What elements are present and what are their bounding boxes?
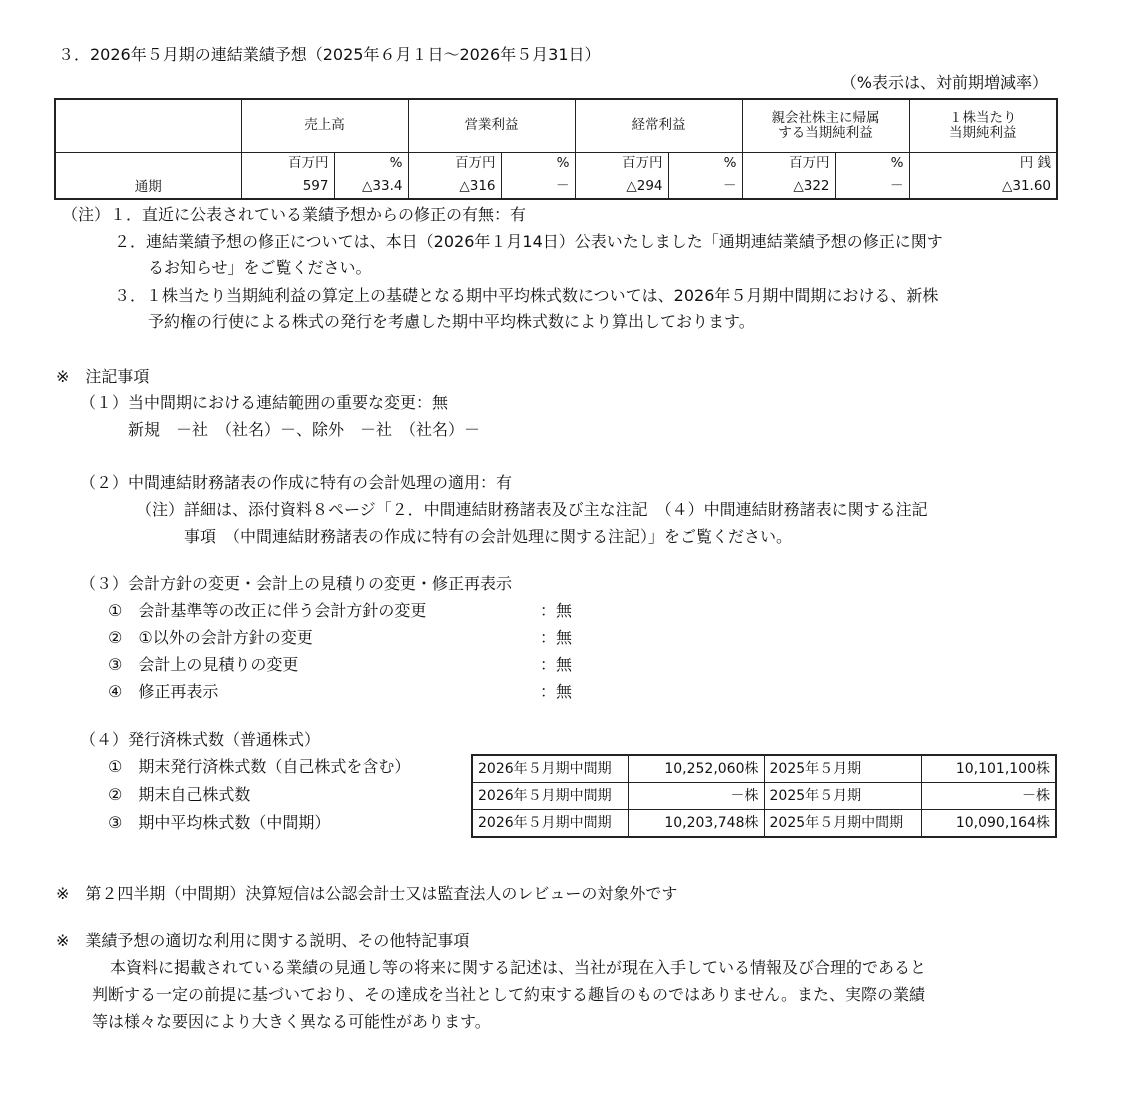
header-net-profit: 親会社株主に帰属 する当期純利益 (742, 99, 909, 152)
shares-value: －株 (628, 783, 764, 810)
shares-value: －株 (921, 783, 1056, 810)
value-cell: － (835, 175, 909, 199)
value-cell: △322 (742, 175, 835, 199)
remark-3-value: ：無 (540, 682, 573, 701)
remark-3-item: ① 会計基準等の改正に伴う会計方針の変更 (108, 601, 427, 620)
note-3: ３．１株当たり当期純利益の算定上の基礎となる期中平均株式数については、2026年５月期中間期における、新株 (114, 286, 939, 305)
unit: % (501, 152, 575, 175)
shares-row (472, 755, 1056, 783)
row-label: 通期 (55, 152, 241, 199)
remark-3-item: ④ 修正再表示 (108, 682, 219, 701)
remark-3-item: ② ①以外の会計方針の変更 (108, 628, 313, 647)
shares-label: ② 期末自己株式数 (108, 785, 251, 804)
value-cell: △33.4 (334, 175, 408, 199)
note-1: （注）１．直近に公表されている業績予想からの修正の有無：有 (62, 205, 527, 224)
unit: 円 銭 (909, 152, 1057, 175)
unit: % (835, 152, 909, 175)
percent-note: （%表示は、対前期増減率） (840, 73, 1048, 92)
remark-3-item: ③ 会計上の見積りの変更 (108, 655, 299, 674)
remark-2-note-cont: 事項 （中間連結財務諸表の作成に特有の会計処理に関する注記）」をご覧ください。 (184, 527, 793, 546)
period: 2025年５月期中間期 (764, 810, 921, 838)
disclaimer-line: 判断する一定の前提に基づいており、その達成を当社として約束する趣旨のものではありません。また、実際の業績 (92, 985, 925, 1004)
note-2: ２．連結業績予想の修正については、本日（2026年１月14日）公表いたしました「通期連結業績予想の修正に関す (114, 232, 943, 251)
remark-3-value: ：無 (540, 601, 573, 620)
shares-value: 10,252,060株 (628, 755, 764, 783)
unit: % (334, 152, 408, 175)
unit: 百万円 (575, 152, 668, 175)
disclaimer-line: 等は様々な要因により大きく異なる可能性があります。 (92, 1012, 491, 1031)
unit: % (668, 152, 742, 175)
forecast-table (54, 98, 1058, 200)
period: 2025年５月期 (764, 755, 921, 783)
note-3-cont: 予約権の行使による株式の発行を考慮した期中平均株式数により算出しております。 (148, 312, 755, 331)
disclaimer-title: ※ 業績予想の適切な利用に関する説明、その他特記事項 (56, 931, 470, 950)
period: 2026年５月期中間期 (472, 810, 628, 838)
remark-3-value: ：無 (540, 655, 573, 674)
section-title: ３．2026年５月期の連結業績予想（2025年６月１日～2026年５月31日） (58, 45, 601, 64)
disclaimer-line: 本資料に掲載されている業績の見通し等の将来に関する記述は、当社が現在入手している情報及び合理的であると (110, 958, 927, 977)
shares-row (472, 810, 1056, 838)
shares-value: 10,090,164株 (921, 810, 1056, 838)
header-operating-profit: 営業利益 (408, 99, 575, 152)
note-2-cont: るお知らせ」をご覧ください。 (148, 258, 372, 277)
remark-2-note: （注）詳細は、添付資料８ページ「２．中間連結財務諸表及び主な注記 （４）中間連結財務諸表に関する注記 (136, 500, 928, 519)
value-cell: 597 (241, 175, 334, 199)
shares-table (471, 754, 1057, 838)
value-cell: △294 (575, 175, 668, 199)
remark-1: （１）当中間期における連結範囲の重要な変更：無 (80, 393, 449, 412)
remark-3: （３）会計方針の変更・会計上の見積りの変更・修正再表示 (80, 574, 513, 593)
value-cell: △316 (408, 175, 501, 199)
shares-row (472, 783, 1056, 810)
value-cell: － (501, 175, 575, 199)
remarks-title: ※ 注記事項 (56, 367, 150, 386)
header-ordinary-profit: 経常利益 (575, 99, 742, 152)
remark-1-detail: 新規 －社 （社名）－、除外 －社 （社名）－ (128, 420, 481, 439)
shares-value: 10,101,100株 (921, 755, 1056, 783)
header-eps: １株当たり 当期純利益 (909, 99, 1057, 152)
remark-2: （２）中間連結財務諸表の作成に特有の会計処理の適用：有 (80, 473, 513, 492)
value-cell: － (668, 175, 742, 199)
value-cell: △31.60 (909, 175, 1057, 199)
period: 2026年５月期中間期 (472, 783, 628, 810)
remark-3-value: ：無 (540, 628, 573, 647)
unit: 百万円 (408, 152, 501, 175)
shares-label: ③ 期中平均株式数（中間期） (108, 813, 331, 832)
period: 2025年５月期 (764, 783, 921, 810)
remark-4: （４）発行済株式数（普通株式） (80, 730, 321, 749)
shares-value: 10,203,748株 (628, 810, 764, 838)
header-empty (55, 99, 241, 152)
unit: 百万円 (241, 152, 334, 175)
shares-label: ① 期末発行済株式数（自己株式を含む） (108, 757, 411, 776)
header-sales: 売上高 (241, 99, 408, 152)
period: 2026年５月期中間期 (472, 755, 628, 783)
unit: 百万円 (742, 152, 835, 175)
review-note: ※ 第２四半期（中間期）決算短信は公認会計士又は監査法人のレビューの対象外です (56, 884, 678, 903)
